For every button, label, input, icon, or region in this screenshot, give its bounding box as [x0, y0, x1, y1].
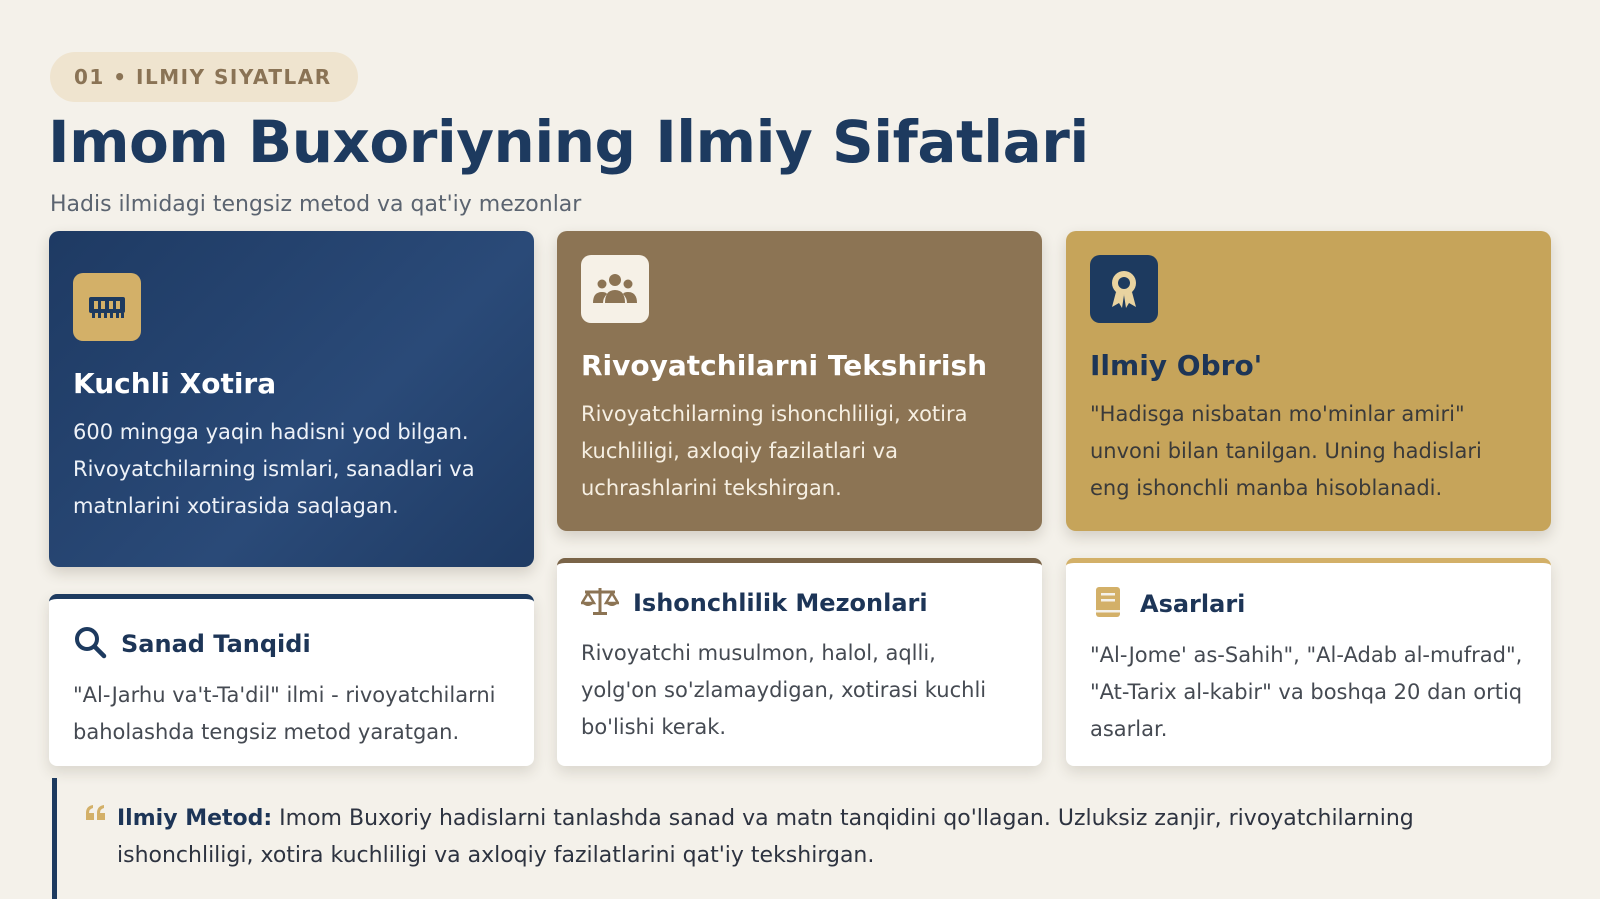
quote-content: Imom Buxoriy hadislarni tanlashda sanad va matn tanqidini qo'llagan. Uzluksiz zanjir, rivoyatchilarning ishonchliligi, xotira kuchliligi va axloqiy fazilatlarini qat'iy tekshirgan.	[117, 806, 1414, 868]
card-kuchli-xotira	[49, 231, 534, 567]
users-group-icon	[581, 255, 649, 323]
page-subtitle: Hadis ilmidagi tengsiz metod va qat'iy mezonlar	[50, 192, 582, 217]
book-icon	[1090, 585, 1126, 623]
quote-text	[117, 800, 1532, 899]
card-asarlari	[1066, 558, 1551, 766]
card-text: "Hadisga nisbatan mo'minlar amiri" unvoni bilan tanilgan. Uning hadislari eng ishonchli manba hisoblanadi.	[1090, 402, 1482, 500]
card-title: Asarlari	[1140, 590, 1246, 618]
card-text: 600 mingga yaqin hadisni yod bilgan. Rivoyatchilarning ismlari, sanadlari va matnlarini xotirasida saqlagan.	[73, 420, 475, 518]
card-ilmiy-obro	[1066, 231, 1551, 531]
award-ribbon-icon	[1090, 255, 1158, 323]
balance-scale-icon	[581, 585, 619, 621]
card-text: "Al-Jome' as-Sahih", "Al-Adab al-mufrad", "At-Tarix al-kabir" va boshqa 20 dan ortiq asarlar.	[1090, 643, 1523, 741]
card-text: Rivoyatchi musulmon, halol, aqlli, yolg'on so'zlamaydigan, xotirasi kuchli bo'lishi kerak.	[581, 641, 987, 739]
page-title: Imom Buxoriyning Ilmiy Sifatlari	[48, 108, 1089, 176]
quote-label: Ilmiy Metod:	[117, 806, 273, 831]
card-text: "Al-Jarhu va't-Ta'dil" ilmi - rivoyatchilarni baholashda tengsiz metod yaratgan.	[73, 683, 496, 744]
card-ishonchlilik-mezonlari	[557, 558, 1042, 766]
search-icon	[73, 625, 107, 663]
card-text: Rivoyatchilarning ishonchliligi, xotira kuchliligi, axloqiy fazilatlari va uchrashlarini tekshirgan.	[581, 402, 968, 500]
card-title: Kuchli Xotira	[73, 367, 277, 400]
card-title: Sanad Tanqidi	[121, 630, 311, 658]
card-rivoyatchilarni-tekshirish	[557, 231, 1042, 531]
card-title: Rivoyatchilarni Tekshirish	[581, 349, 988, 382]
card-sanad-tanqidi	[49, 594, 534, 766]
section-badge: 01 • ILMIY SIYATLAR	[50, 52, 358, 102]
card-title: Ishonchlilik Mezonlari	[633, 589, 928, 617]
method-quote	[52, 778, 1552, 899]
card-title: Ilmiy Obro'	[1090, 349, 1263, 382]
memory-chip-icon	[73, 273, 141, 341]
quote-icon	[85, 800, 107, 899]
